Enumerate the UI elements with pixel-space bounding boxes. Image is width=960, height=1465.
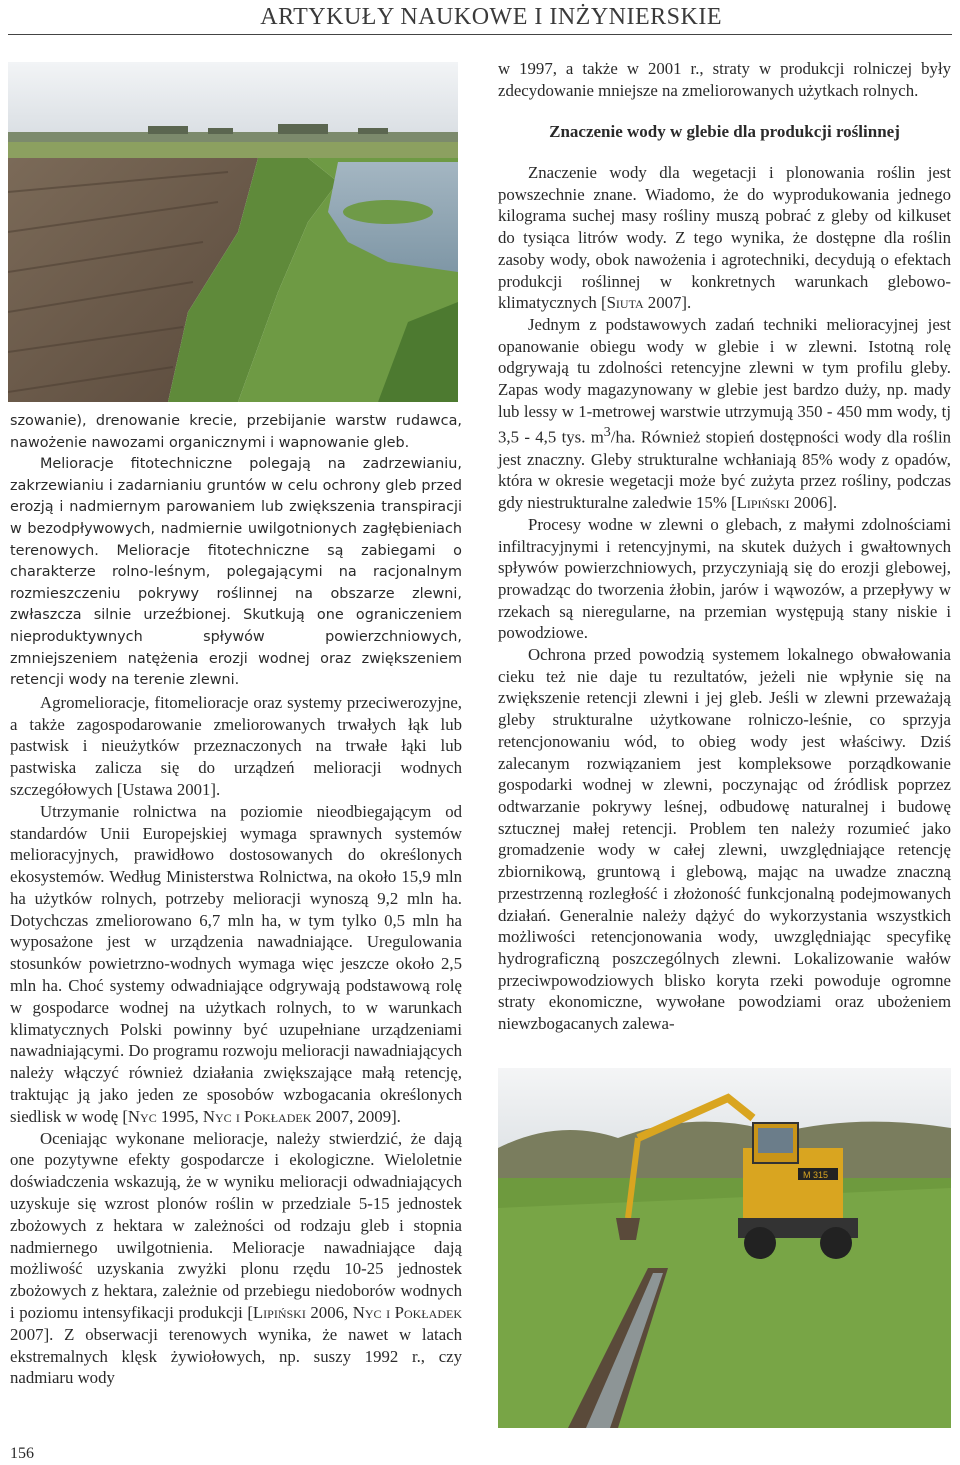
citation-author: Siuta xyxy=(606,293,644,313)
paragraph: Znaczenie wody dla wegetacji i plonowania roślin jest powszechnie znane. Wiadomo, że do wyprodukowania jednego kilograma suchej masy rośliny muszą pobrać z gleby od kilkuset do tysiąca litrów wody. Z tego wynika, że dostępne dla roślin zasoby wody, obok nawożenia i agrotechniki, decydują o efektach produkcji roślinnej w konkretnych warunkach glebowo-klimatycznych [Siuta 2007]. xyxy=(498,163,951,313)
page-number: 156 xyxy=(10,1445,34,1462)
citation-author: Lipiński xyxy=(252,1303,306,1323)
paragraph: Procesy wodne w zlewni o glebach, z małymi zdolnościami infiltracyjnymi i retencyjnymi, na skutek dużych i gwałtownych spływów powierzchniowych, przyczyniają się do erozji glebowej, prowadząc do tworzenia żłobin, jarów i wąwozów, a przepływy w rzekach są nieregularne, na przemian występują stany niskie i powodziowe. xyxy=(498,514,951,643)
paragraph: Agromelioracje, fitomelioracje oraz systemy przeciwerozyjne, a także zagospodarowanie zmeliorowanych trwałych łąk lub pastwisk i nieużytków przeznaczonych na trwałe łąki lub pastwiska zalicza się do urządzeń melioracji wodnych szczegółowych [Ustawa 2001]. xyxy=(10,692,462,799)
section-header-title: ARTYKUŁY NAUKOWE I INŻYNIERSKIE xyxy=(260,4,722,30)
right-column-top xyxy=(498,58,951,101)
right-column xyxy=(498,162,951,1035)
photo-excavator-ditch xyxy=(498,1068,951,1428)
citation-author: Nyc xyxy=(127,1106,157,1126)
paragraph: Jednym z podstawowych zadań techniki melioracyjnej jest opanowanie obiegu wody w glebie i w zlewni. Istotną rolę odgrywają tu zdolności retencyjne zlewni w tym profilu gleby. Zapas wody magazynowany w glebie jest bardzo duży, np. mady lub lessy w 1-metrowej warstwie utrzymują 350 - 450 mm wody, tj 3,5 - 4,5 tys. $m^3/ha$. Również stopień dostępności wody dla roślin jest znaczny. Gleby strukturalne wchłaniają 85% wody z opadów, która w okresie wegetacji może być zużyta przez rośliny, podczas gdy niestrukturalne zaledwie 15% [Lipiński 2006]. xyxy=(498,314,952,513)
photo-field-drainage-ditch xyxy=(8,62,458,402)
paragraph: w 1997, a także w 2001 r., straty w produkcji rolniczej były zdecydowanie mniejsze na zmeliorowanych użytkach rolnych. xyxy=(498,59,951,100)
paragraph: Ochrona przed powodzią systemem lokalnego obwałowania cieku też nie daje tu rezultatów, jeżeli nie wpłynie się na zwiększenie retencji zlewni i jej gleb. Jeśli w zlewni przeważają gleby strukturalne użytkowane rolniczo-leśnie, co sprzyja retencjonowaniu wód, to obieg wody jest właściwy. Dziś zalecanym rozwiązaniem jest kompleksowe porządkowanie gospodarki wodnej w zlewni, poczynając od źródlisk poprzez odtwarzanie pokrywy leśnej, odbudowę naturalnej i budowę sztucznej małej retencji. Problem ten należy rozumieć jako gromadzenie wody w całej zlewni, uwzględniające retencję zbiornikową, gruntową i glebową, mając na uwadze znaczną przestrzenną rozległość i złożoność funkcjonalną podejmowanych działań. Generalnie należy dążyć do wykorzystania wszystkich możliwości retencjonowania wody, uwzględniając specyfikę hydrograficzną poszczególnych zlewni. Lokalizowanie wałów przeciwpowodziowych blisko koryta rzeki powoduje ogromne straty ekonomiczne, wywołane powodziami oraz ubożeniem niewzbogacanych zalewa- xyxy=(498,645,951,1034)
header-rule xyxy=(8,34,952,35)
left-column xyxy=(10,411,462,1389)
paragraph: Oceniając wykonane melioracje, należy stwierdzić, że dają one pozytywne efekty gospodarcze i ekologiczne. Wieloletnie doświadczenia wskazują, że w wyniku melioracji odwadniających uzyskuje się wzrost plonów roślin w przedziale 5-15 jednostek zbożowych z hektara w zależności od rodzaju gleb i stopnia nadmiernego uwilgotnienia. Melioracje nawadniające dają możliwość uzyskania zwyżki plonu rzędu 10-25 jednostek zbożowych z hektara, zależnie od przebiegu niedoborów wodnych i poziomu intensyfikacji produkcji [Lipiński 2006, Nyc i Pokładek 2007]. Z obserwacji terenowych wynika, że nawet w latach ekstremalnych klęsk żywiołowych, np. suszy 1992 r., czy nadmiaru wody xyxy=(10,1128,462,1388)
paragraph: szowanie), drenowanie krecie, przebijanie warstw rudawca, nawożenie nawozami organicznymi i wapnowanie gleb. xyxy=(10,413,462,451)
citation-author: Nyc i Pokładek xyxy=(202,1106,312,1126)
excavator-plate-text: M 315 xyxy=(803,1170,829,1180)
citation-author: Lipiński xyxy=(736,493,790,513)
section-heading: Znaczenie wody w glebie dla produkcji roślinnej xyxy=(549,122,900,141)
citation-author: Nyc i Pokładek xyxy=(352,1303,462,1323)
paragraph: Melioracje fitotechniczne polegają na zadrzewianiu, zakrzewianiu i zadarnianiu gruntów w celu ochrony gleb przed erozją i nadmiernym parowaniem lub zwiększenia transpiracji w bezodpływowych, nadmiernie uwilgotnionych zagłębieniach terenowych. Melioracje fitotechniczne są zabiegami o charakterze rolno-leśnym, polegającymi na racjonalnym rozmieszczeniu pokrywy roślinnej na obszarze zlewni, zwłaszcza silnie urzeźbionej. Skutkują one ograniczeniem nieproduktywnych spływów powierzchniowych, zmniejszeniem natężenia erozji wodnej oraz zwiększeniem retencji wody na terenie zlewni. xyxy=(10,456,462,689)
paragraph: Utrzymanie rolnictwa na poziomie nieodbiegającym od standardów Unii Europejskiej wymaga sprawnych systemów melioracyjnych, prawidłowo dostosowanych do określonych ekosystemów. Według Ministerstwa Rolnictwa, na około 15,9 mln ha użytków rolnych, potrzeby melioracji wynoszą 9,2 mln ha. Dotychczas zmeliorowano 6,7 mln ha, w tym tylko 0,5 mln ha wyposażone jest w urządzenia nawadniające. Uregulowania stosunków powietrzno-wodnych wymaga więc jeszcze około 2,5 mln ha. Choć systemy odwadniające odgrywają podstawową rolę w gospodarce wodnej na użytkach rolnych, to w warunkach klimatycznych Polski powinny być uzupełniane urządzeniami nawadniającymi. Do programu rozwoju melioracji nawadniających należy włączyć również działania zwiększające małą retencję, traktując ją jako jeden ze sposobów wzbogacania określonych siedlisk w wodę [Nyc 1995, Nyc i Pokładek 2007, 2009]. xyxy=(10,801,462,1126)
